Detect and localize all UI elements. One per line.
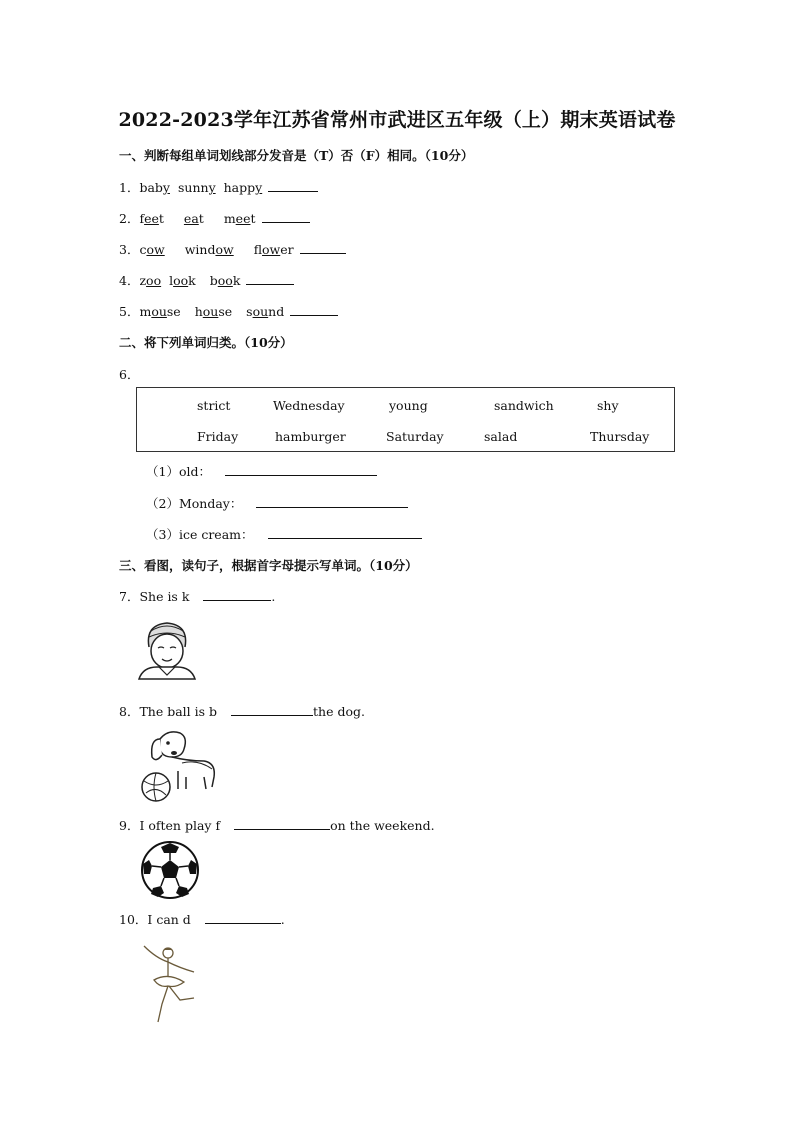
underlined-part: oo [217, 273, 233, 288]
answer-blank[interactable] [225, 463, 377, 476]
answer-blank[interactable] [246, 272, 294, 285]
word: sound [246, 304, 285, 319]
question-2: 2．feet eat meet [119, 209, 310, 227]
underlined-part: ow [146, 242, 165, 257]
underlined-part: ow [262, 242, 281, 257]
answer-blank[interactable] [203, 588, 271, 601]
dog-and-ball-icon [138, 727, 218, 803]
underlined-part: ou [202, 304, 219, 319]
underlined-part: ea [183, 211, 199, 226]
word: shy [597, 398, 619, 413]
word: eat [183, 211, 204, 226]
answer-blank[interactable] [231, 703, 313, 716]
question-6-number: 6． [119, 367, 140, 382]
underlined-part: ow [215, 242, 234, 257]
question-7: 7．She is k . [119, 589, 276, 604]
word-group [139, 242, 293, 257]
word: feet [139, 211, 164, 226]
word: Saturday [386, 429, 444, 444]
word: strict [197, 398, 231, 413]
grandma-icon [137, 617, 197, 681]
word: meet [223, 211, 256, 226]
underlined-part: y [208, 180, 216, 195]
word: baby [139, 180, 170, 195]
word: young [389, 398, 428, 413]
question-5: 5．mouse house sound [119, 302, 338, 320]
word: sunny [177, 180, 216, 195]
word-bank [136, 387, 675, 452]
underlined-part: oo [173, 273, 189, 288]
answer-blank[interactable] [268, 526, 422, 539]
question-3: 3．cow window flower [119, 240, 346, 258]
underlined-part: oo [146, 273, 162, 288]
section2-heading: 二、将下列单词归类。（10分） [119, 335, 293, 350]
word: Thursday [590, 429, 650, 444]
word-group [139, 180, 262, 195]
word: window [184, 242, 234, 257]
soccer-ball-icon [139, 840, 201, 900]
word: Wednesday [273, 398, 345, 413]
word: book [209, 273, 241, 288]
question-10: 10．I can d . [119, 912, 285, 927]
word-group [139, 304, 284, 319]
underlined-part: ee [144, 211, 159, 226]
answer-blank[interactable] [262, 210, 310, 223]
answer-blank[interactable] [205, 911, 281, 924]
word: hamburger [275, 429, 346, 444]
underlined-part: y [162, 180, 170, 195]
underlined-part: ee [235, 211, 251, 226]
question-1: 1．baby sunny happy [119, 178, 318, 196]
answer-blank[interactable] [256, 495, 408, 508]
section1-heading: 一、判断每组单词划线部分发音是（T）否（F）相同。（10分） [119, 148, 474, 163]
answer-blank[interactable] [268, 179, 318, 192]
category-ice-cream: （3）ice cream： [146, 525, 422, 543]
question-8: 8．The ball is b the dog. [119, 704, 365, 719]
word: cow [139, 242, 165, 257]
question-4: 4．zoo look book [119, 271, 294, 289]
underlined-part: ou [252, 304, 269, 319]
answer-blank[interactable] [290, 303, 338, 316]
ballet-dancer-icon [136, 942, 202, 1024]
page-title: 2022-2023学年江苏省常州市武进区五年级（上）期末英语试卷 [118, 109, 676, 131]
word-group [139, 273, 240, 288]
word: salad [484, 429, 518, 444]
word-group [139, 211, 255, 226]
word: Friday [197, 429, 239, 444]
category-old: （1）old： [146, 462, 377, 480]
answer-blank[interactable] [300, 241, 346, 254]
underlined-part: y [255, 180, 263, 195]
word: flower [253, 242, 294, 257]
category-monday: （2）Monday： [146, 494, 408, 512]
word: happy [223, 180, 263, 195]
underlined-part: ou [151, 304, 167, 319]
word: house [194, 304, 233, 319]
word: zoo [139, 273, 162, 288]
word: sandwich [494, 398, 554, 413]
section3-heading: 三、看图，读句子，根据首字母提示写单词。（10分） [119, 558, 418, 573]
question-9: 9．I often play f on the weekend. [119, 818, 435, 833]
answer-blank[interactable] [234, 817, 330, 830]
word: mouse [139, 304, 181, 319]
word: look [169, 273, 196, 288]
